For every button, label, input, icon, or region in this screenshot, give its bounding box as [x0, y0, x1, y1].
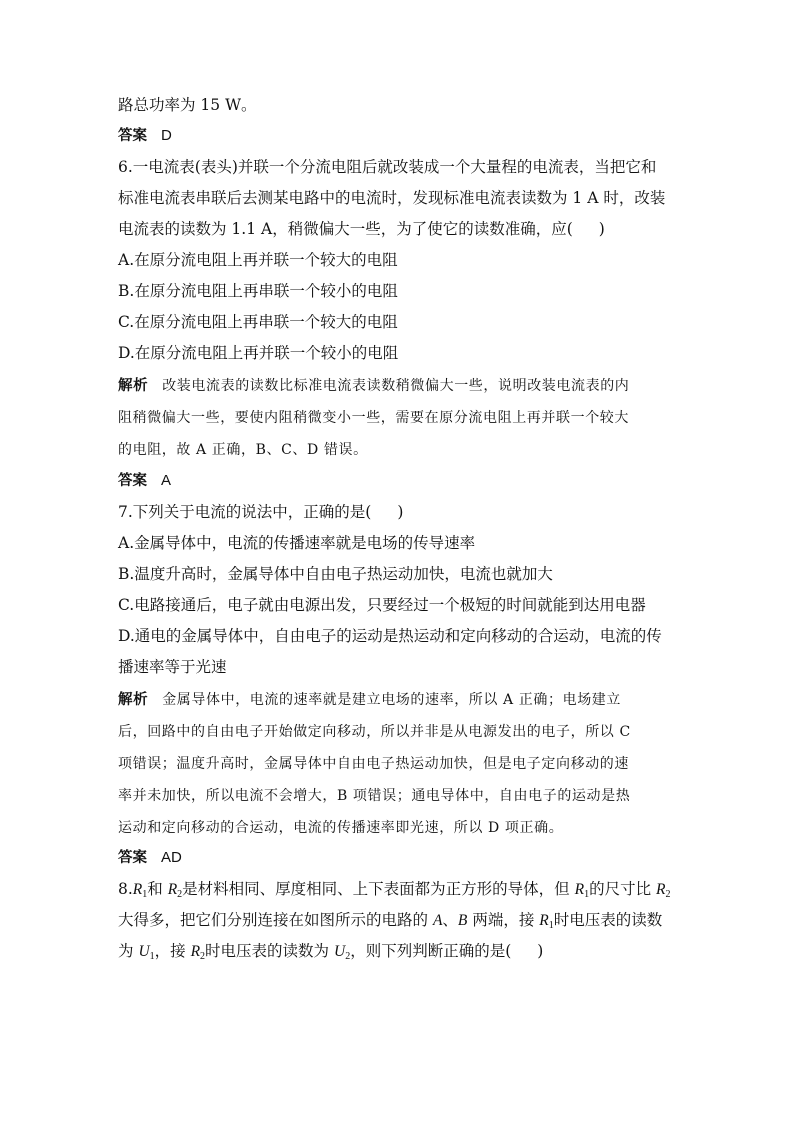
question-8-line-3: 为 $U_1$，接 $R_2$时电压表的读数为 $U_2$，则下列判断正确的是( ) [118, 942, 544, 962]
explanation-line: 解析 改装电流表的读数比标准电流表读数稍微偏大一些，说明改装电流表的内 [118, 378, 630, 394]
explanation-tag: 解析 [118, 378, 149, 394]
question-6-line-3: 电流表的读数为 1.1 A，稍微偏大一些，为了使它的读数准确，应( ) [118, 220, 605, 238]
answer-value: D [161, 127, 172, 144]
option-d: D.通电的金属导体中，自由电子的运动是热运动和定向移动的合运动，电流的传 [118, 627, 662, 645]
question-6-line-1: 6.一电流表(表头)并联一个分流电阻后就改装成一个大量程的电流表，当把它和 [118, 158, 657, 176]
answer-tag: 答案 [118, 473, 147, 489]
explanation-line: 阻稍微偏大一些，要使内阻稍微变小一些，需要在原分流电阻上再并联一个较大 [118, 410, 629, 426]
explanation-line: 解析 金属导体中，电流的速率就是建立电场的速率，所以 A 正确；电场建立 [118, 692, 622, 708]
option-c: C.电路接通后，电子就由电源出发，只要经过一个极短的时间就能到达用电器 [118, 596, 646, 614]
option-a: A.金属导体中，电流的传播速率就是电场的传导速率 [118, 534, 476, 552]
explanation-line: 项错误；温度升高时，金属导体中自由电子热运动加快，但是电子定向移动的速 [118, 756, 629, 772]
option-b: B.温度升高时，金属导体中自由电子热运动加快，电流也就加大 [118, 565, 553, 583]
explanation-line: 的电阻，故 A 正确，B、C、D 错误。 [118, 442, 368, 458]
answer-value: A [161, 472, 172, 489]
question-6-line-2: 标准电流表串联后去测某电路中的电流时，发现标准电流表读数为 1 A 时，改装 [118, 189, 666, 207]
question-7-line-1: 7.下列关于电流的说法中，正确的是( ) [118, 503, 404, 521]
explanation-line: 率并未加快，所以电流不会增大，B 项错误；通电导体中，自由电子的运动是热 [118, 788, 631, 804]
explanation-tag: 解析 [118, 692, 149, 708]
explanation-line: 运动和定向移动的合运动，电流的传播速率即光速，所以 D 项正确。 [118, 820, 564, 836]
answer-line [118, 126, 172, 146]
answer-value: AD [161, 849, 182, 866]
question-8-line-2: 大得多，把它们分别连接在如图所示的电路的 A、B 两端，接 $R_1$时电压表的读数 [118, 911, 663, 931]
answer-line [118, 471, 171, 491]
question-8-line-1: $8.R_1$和 $R_2$是材料相同、厚度相同、上下表面都为正方形的导体，但 $R_1$的尺寸比 $R_2$ [118, 880, 671, 900]
text-line: 路总功率为 15 W。 [118, 96, 257, 114]
option-d-cont: 播速率等于光速 [118, 658, 227, 676]
answer-tag: 答案 [118, 850, 147, 866]
explanation-line: 后，回路中的自由电子开始做定向移动，所以并非是从电源发出的电子，所以 C [118, 724, 631, 740]
answer-line [118, 848, 182, 868]
option-a: A.在原分流电阻上再并联一个较大的电阻 [118, 251, 398, 269]
option-c: C.在原分流电阻上再串联一个较大的电阻 [118, 313, 398, 331]
option-b: B.在原分流电阻上再串联一个较小的电阻 [118, 282, 398, 300]
option-d: D.在原分流电阻上再并联一个较小的电阻 [118, 344, 399, 362]
answer-tag: 答案 [118, 128, 147, 144]
